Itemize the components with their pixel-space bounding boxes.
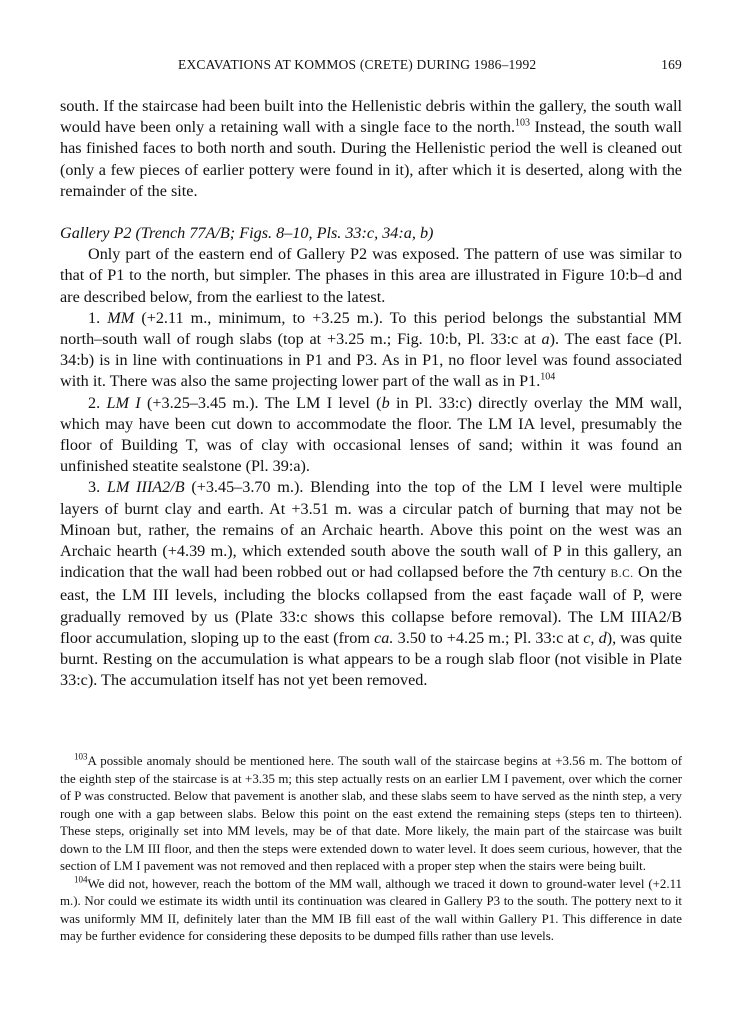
item-text: (+2.11 m., minimum, to +3.25 m.). To this period belongs the substantial MM north–south wall of rough slabs (top at +3.25 m.; Fig. 10:b, Pl. 33:c at <box>60 308 682 349</box>
page-number: 169 <box>661 57 682 72</box>
section-heading: Gallery P2 (Trench 77A/B; Figs. 8–10, Pls. 33:c, 34:a, b) <box>60 224 434 243</box>
phase-item-2 <box>60 393 682 478</box>
footnote-text: We did not, however, reach the bottom of the MM wall, although we traced it down to ground-water level (+2.11 m.). Nor could we estimate its width until its continuation was cleared in Gallery P3 to the south. The pottery next to it was uniformly MM II, definitely later than the MM IB fill east of the wall within Gallery P1. This difference in date may be further evidence for considering these deposits to be dumped fills rather than use levels. <box>60 876 682 943</box>
footnote-103 <box>60 753 682 876</box>
paragraph-intro: Only part of the eastern end of Gallery P2 was exposed. The pattern of use was similar to that of P1 to the north, but simpler. The phases in this area are illustrated in Figure 10:b–d and are described below, from the earliest to the latest. <box>60 245 682 306</box>
phase-label: MM <box>107 308 135 327</box>
item-text: (+3.45–3.70 m.). Blending into the top of the LM I level were multiple layers of burnt clay and earth. At +3.51 m. was a circular patch of burning that may not be Minoan but, rather, the remains of an Archaic hearth. Above this point on the west was an Archaic hearth (+4.39 m.), which extended south above the south wall of P in this gallery, an indication that the wall had been robbed out or had collapsed before the 7th century <box>60 478 683 582</box>
item-text: ). The east face (Pl. 34:b) is in line with continuations in P1 and P3. As in P1, no floor level was found associated with it. There was also the same projecting lower part of the wall as in P1. <box>60 330 682 391</box>
paragraph-continuation <box>60 96 682 202</box>
footnote-104 <box>60 876 682 946</box>
item-italic: b <box>381 393 390 412</box>
phase-item-3 <box>60 477 682 691</box>
footnotes <box>60 753 682 946</box>
item-italic: c, d <box>583 628 607 647</box>
item-italic: ca. <box>374 628 394 647</box>
item-italic: a <box>541 330 550 349</box>
main-text <box>60 96 682 691</box>
phase-label: LM IIIA2/B <box>106 478 185 497</box>
paragraph-text: south. If the staircase had been built into the Hellenistic debris within the gallery, the south wall would have been only a retaining wall with a single face to the north. <box>60 97 682 137</box>
phase-item-1 <box>60 308 682 393</box>
item-number: 1. <box>88 308 108 327</box>
item-text: On the east, the LM III levels, including the blocks collapsed from the east façade wall of P, were gradually removed by us (Plate 33:c shows this collapse before removal). The LM IIIA2/B floor accumulation, sloping up to the east (from <box>60 563 683 647</box>
item-number: 2. <box>88 393 107 412</box>
footnote-text: A possible anomaly should be mentioned here. The south wall of the staircase begins at +3.56 m. The bottom of the eighth step of the staircase is at +3.35 m; this step actually rests on an earlier LM I pavement, over which the corner of P was constructed. Below that pavement is another slab, and these slabs seem to have served as the ninth step, a very rough one with a gap between slabs. Below this point on the east extend the remaining steps (steps ten to thirteen). These steps, originally set into MM levels, may be of that date. More likely, the main part of the staircase was built down to the LM III floor, and then the steps were extended down to water level. It does seem curious, however, that the section of LM I pavement was not removed and then replaced with a proper step when the stairs were being built. <box>60 754 682 873</box>
paragraph-text: Instead, the south wall has finished faces to both north and south. During the Hellenistic period the well is cleaned out (only a few pieces of earlier pottery were found in it), after which it is deserted, along with the remainder of the site. <box>60 118 683 200</box>
item-text: ), was quite burnt. Resting on the accumulation is what appears to be a rough slab floor (not visible in Plate 33:c). The accumulation itself has not yet been removed. <box>60 628 682 690</box>
footnote-mark: 104 <box>74 874 88 885</box>
era-abbrev: B.C. <box>610 568 634 581</box>
item-text: in Pl. 33:c) directly overlay the MM wall, which may have been cut down to accommodate the floor. The LM IA level, presumably the floor of Building T, was of clay with occasional lenses of sand; within it was found an unfinished steatite sealstone (Pl. 39:a). <box>60 393 682 476</box>
footnote-ref-103[interactable]: 103 <box>515 117 531 129</box>
item-number: 3. <box>88 478 107 497</box>
running-header <box>60 57 682 79</box>
item-text: (+3.25–3.45 m.). The LM I level ( <box>140 393 382 412</box>
running-title: EXCAVATIONS AT KOMMOS (CRETE) DURING 1986–1992 <box>178 57 537 72</box>
footnote-ref-104[interactable]: 104 <box>540 372 556 384</box>
phase-label: LM I <box>106 393 141 412</box>
item-text: 3.50 to +4.25 m.; Pl. 33:c at <box>393 628 584 647</box>
footnote-mark: 103 <box>74 751 88 762</box>
